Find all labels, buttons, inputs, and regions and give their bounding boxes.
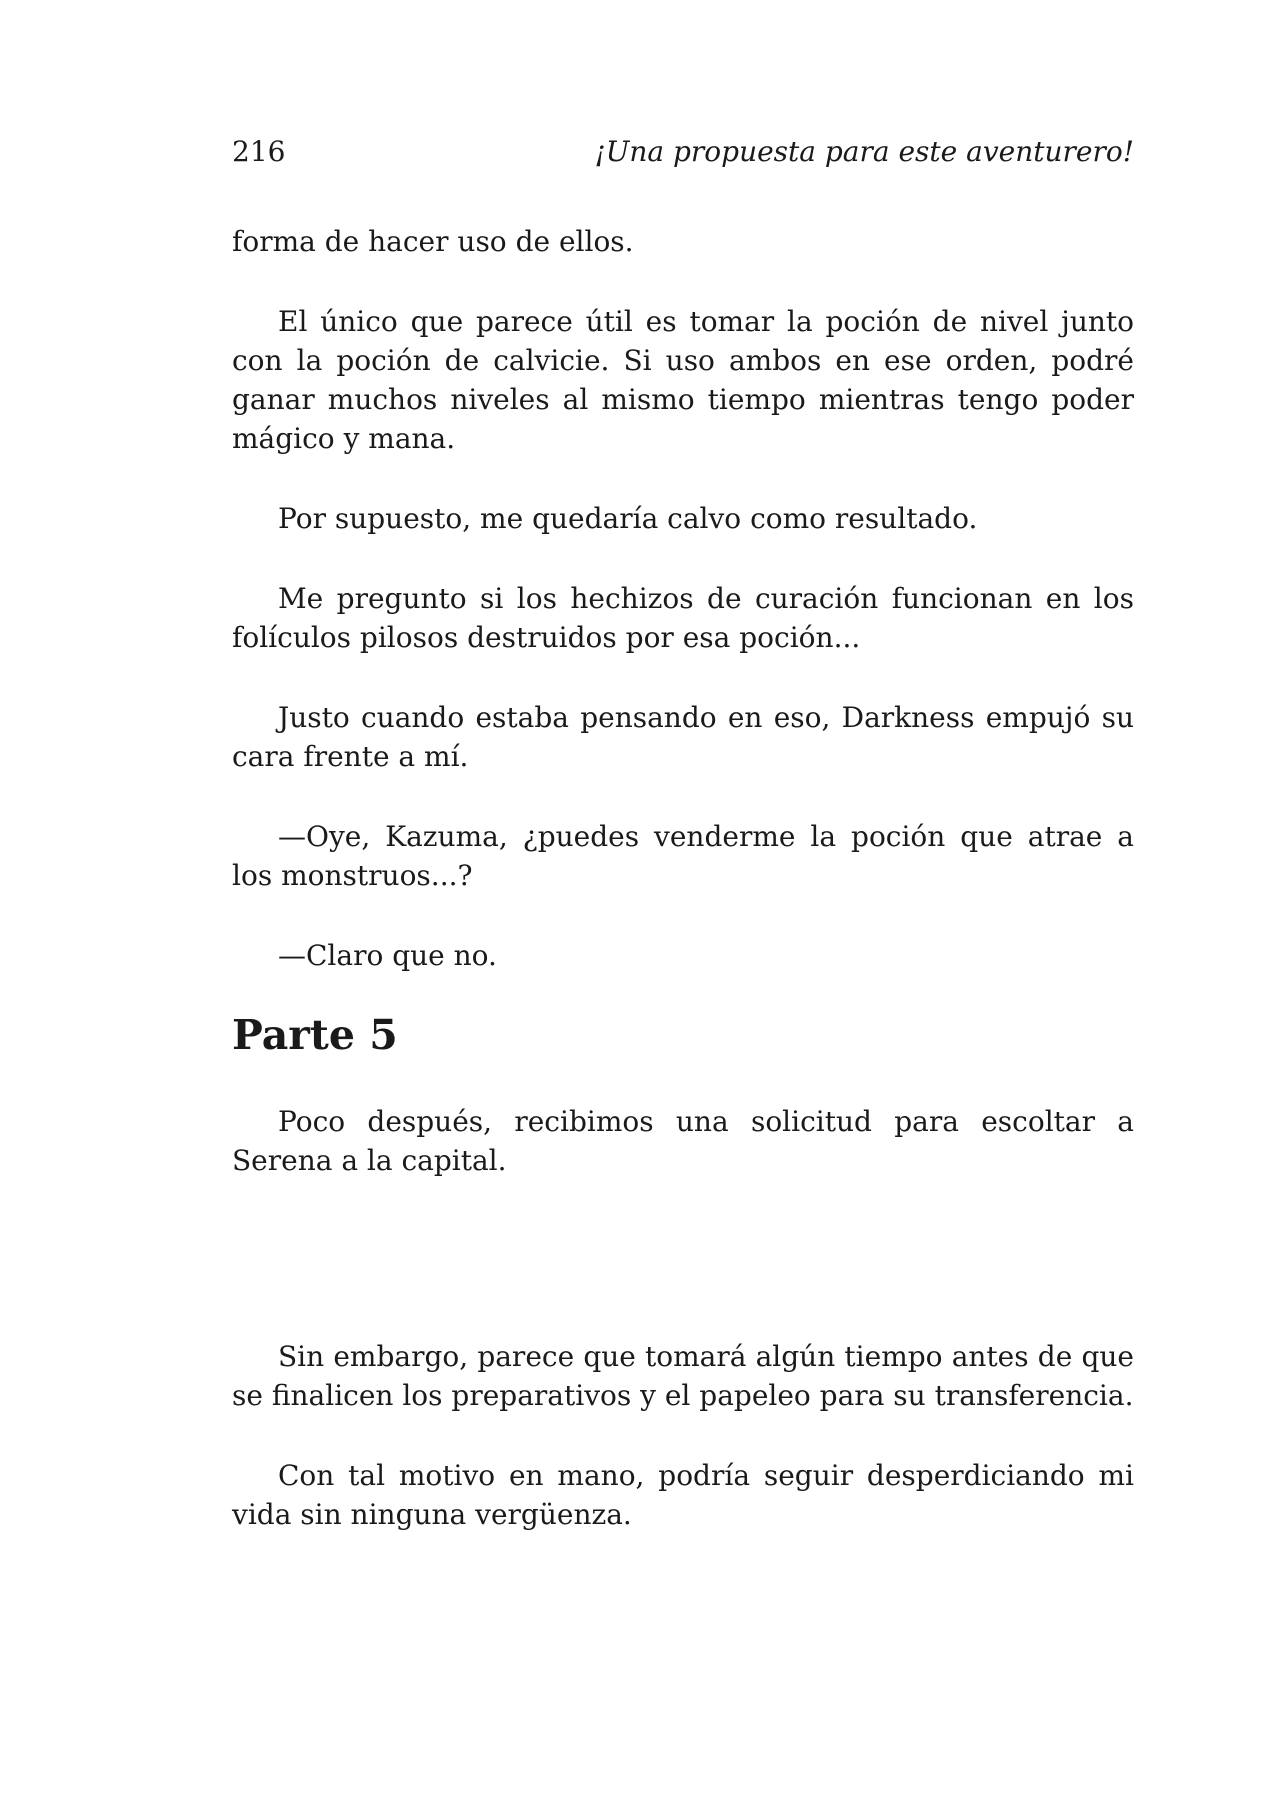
- body-text: [232, 222, 1134, 1575]
- paragraph: El único que parece útil es tomar la poción de nivel junto con la poción de calvicie. Si uso ambos en ese orden, podré ganar muchos niveles al mismo tiempo mientras tengo poder mágico y mana.: [232, 305, 1134, 455]
- paragraph: forma de hacer uso de ellos.: [232, 225, 634, 258]
- section-heading: Parte 5: [232, 1011, 398, 1059]
- paragraph: Poco después, recibimos una solicitud para escoltar a Serena a la capital.: [232, 1105, 1134, 1177]
- book-title: ¡Una propuesta para este aventurero!: [594, 135, 1134, 168]
- running-header: [232, 132, 1134, 172]
- page-number: 216: [232, 135, 286, 168]
- paragraph: Sin embargo, parece que tomará algún tiempo antes de que se finalicen los preparativos y el papeleo para su transferencia.: [232, 1340, 1134, 1412]
- paragraph: Me pregunto si los hechizos de curación funcionan en los folículos pilosos destruidos por esa poción...: [232, 582, 1134, 654]
- paragraph: —Claro que no.: [278, 939, 497, 972]
- scene-break-space: [232, 1221, 1134, 1337]
- book-page: [232, 0, 1134, 1807]
- paragraph: —Oye, Kazuma, ¿puedes venderme la poción que atrae a los monstruos...?: [232, 820, 1134, 892]
- paragraph: Con tal motivo en mano, podría seguir desperdiciando mi vida sin ninguna vergüenza.: [232, 1459, 1134, 1531]
- paragraph: Por supuesto, me quedaría calvo como resultado.: [278, 502, 978, 535]
- paragraph: Justo cuando estaba pensando en eso, Darkness empujó su cara frente a mí.: [232, 701, 1134, 773]
